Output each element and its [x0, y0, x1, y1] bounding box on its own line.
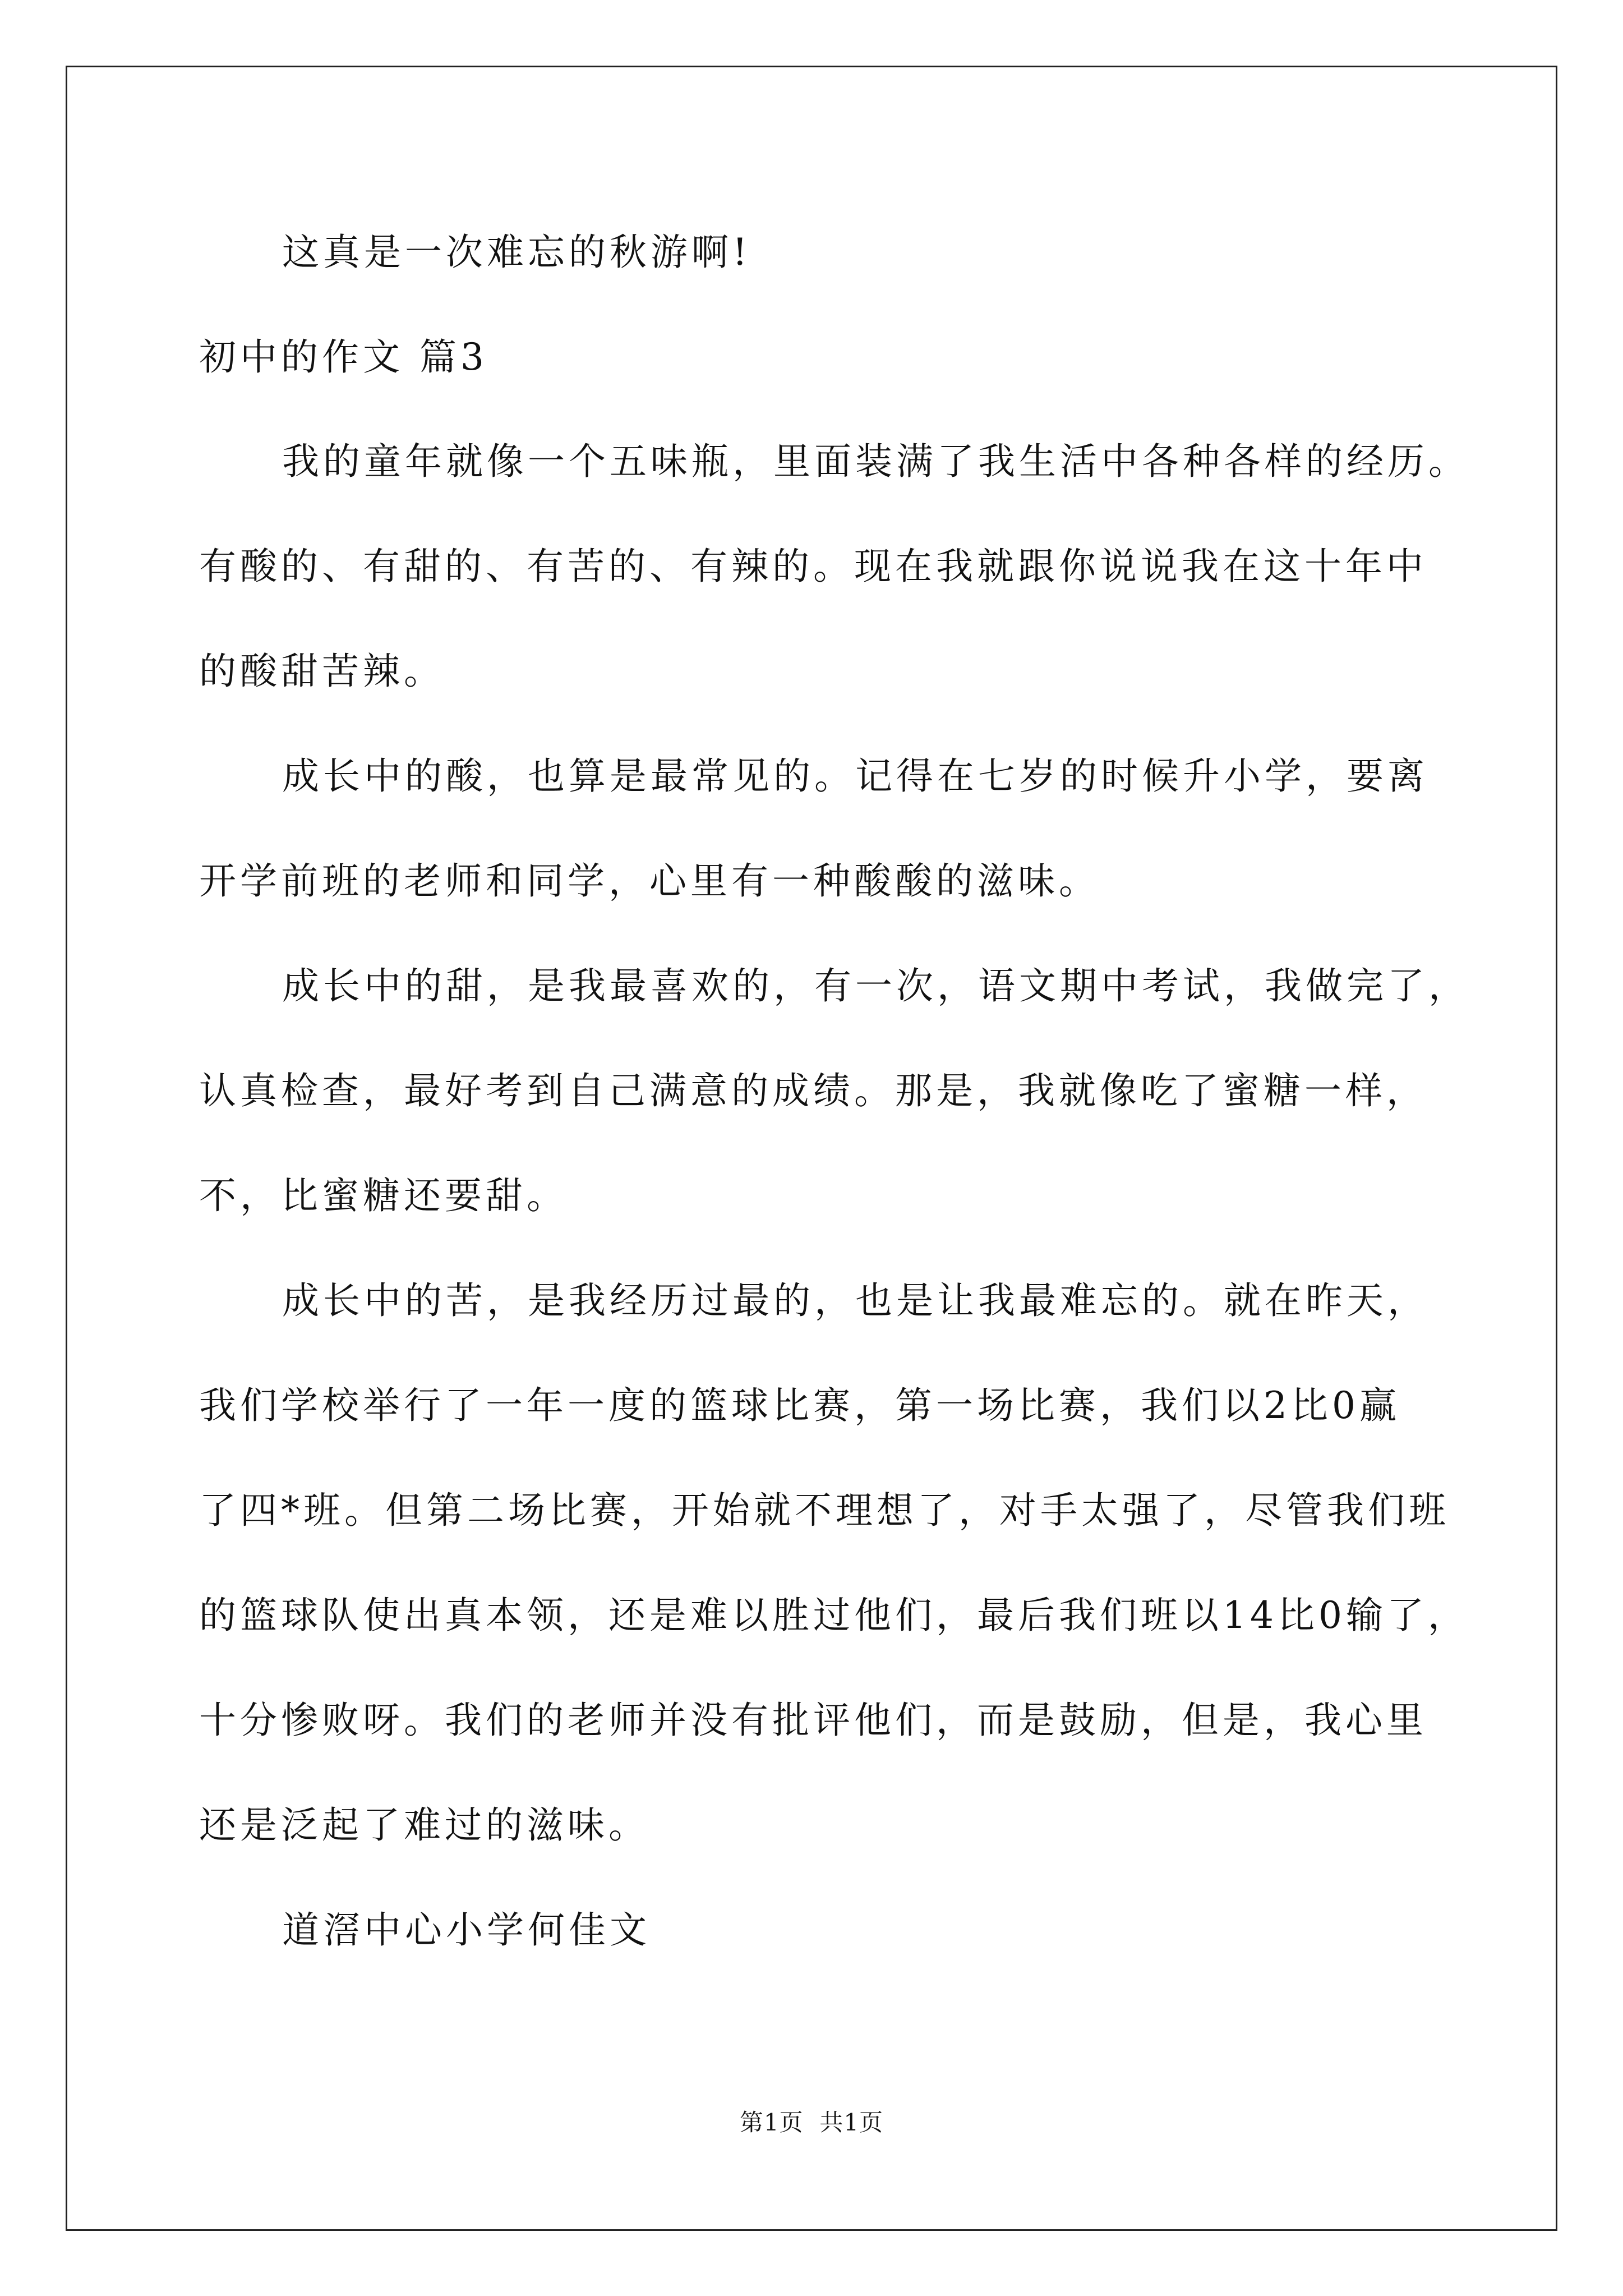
paragraph-3-line-3: 不，比蜜糖还要甜。: [199, 1174, 568, 1217]
paragraph-1-line-3: 的酸甜苦辣。: [199, 650, 445, 693]
paragraph-2-line-2: 开学前班的老师和同学，心里有一种酸酸的滋味。: [199, 859, 1100, 903]
paragraph-4-line-3: 了四*班。但第二场比赛，开始就不理想了，对手太强了，尽管我们班: [199, 1489, 1450, 1532]
paragraph-4-line-4: 的篮球队使出真本领，还是难以胜过他们，最后我们班以14比0输了，: [199, 1594, 1469, 1637]
paragraph-4-line-5: 十分惨败呀。我们的老师并没有批评他们，而是鼓励，但是，我心里: [199, 1699, 1427, 1742]
paragraph-3-line-2: 认真检查，最好考到自己满意的成绩。那是，我就像吃了蜜糖一样，: [199, 1069, 1427, 1112]
paragraph-3-line-1: 成长中的甜，是我最喜欢的，有一次，语文期中考试，我做完了，: [282, 964, 1469, 1007]
page-number-footer: 第1页 共1页: [739, 2109, 884, 2136]
paragraph-4-line-2: 我们学校举行了一年一度的篮球比赛，第一场比赛，我们以2比0赢: [199, 1384, 1400, 1427]
author-line: 道滘中心小学何佳文: [282, 1908, 651, 1952]
section-heading: 初中的作文 篇3: [199, 335, 488, 379]
paragraph-4-line-1: 成长中的苦，是我经历过最的，也是让我最难忘的。就在昨天，: [282, 1279, 1428, 1322]
paragraph-2-line-1: 成长中的酸，也算是最常见的。记得在七岁的时候升小学，要离: [282, 754, 1428, 798]
paragraph-1-line-2: 有酸的、有甜的、有苦的、有辣的。现在我就跟你说说我在这十年中: [199, 545, 1427, 588]
closing-sentence: 这真是一次难忘的秋游啊!: [282, 231, 751, 274]
paragraph-1-line-1: 我的童年就像一个五味瓶，里面装满了我生活中各种各样的经历。: [282, 440, 1469, 483]
paragraph-4-line-6: 还是泛起了难过的滋味。: [199, 1803, 649, 1847]
